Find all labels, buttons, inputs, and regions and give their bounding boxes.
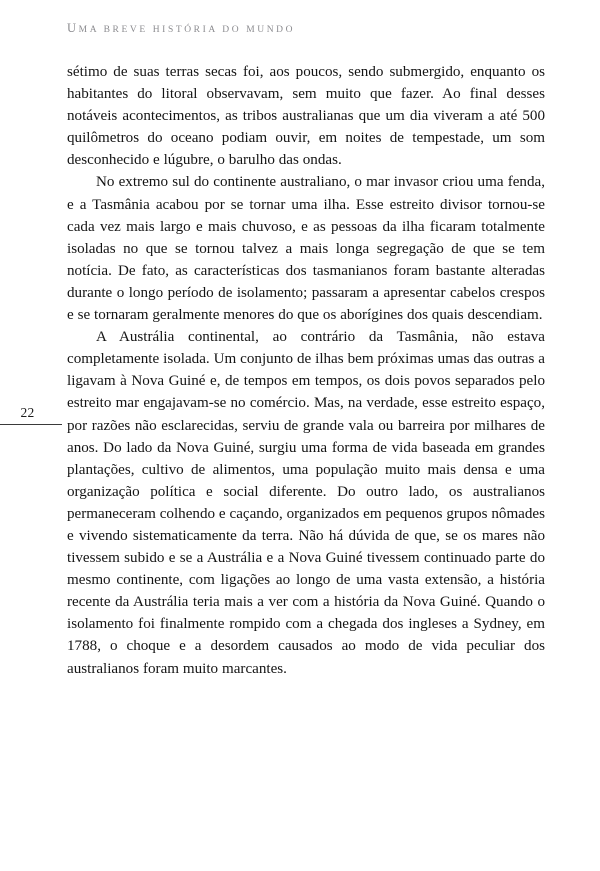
paragraph-1: sétimo de suas terras secas foi, aos poucos, sendo submergido, enquanto os habitantes do litoral observavam, sem muito que fazer. Ao final desses notáveis acontecimentos, as tribos australianas que um dia viveram a até 500 quilômetros do oceano podiam ouvir, em noites de tempestade, um som desconhecido e lúgubre, o barulho das ondas. bbox=[67, 64, 545, 169]
running-head-initial: U bbox=[67, 21, 79, 35]
folio-block bbox=[0, 404, 63, 434]
running-head-text: MA BREVE HISTÓRIA DO MUNDO bbox=[78, 25, 296, 35]
paragraph-2: No extremo sul do continente australiano, o mar invasor criou uma fenda, e a Tasmânia acabou por se tornar uma ilha. Esse estreito divisor tornou-se cada vez mais largo e mais chuvoso, e as pessoas da ilha ficaram totalmente isoladas no que se tornou talvez a mais longa segregação de que se tem notícia. De fato, as características dos tasmanianos foram bastante alteradas durante o longo período de isolamento; passaram a apresentar cabelos crespos e se tornaram geralmente menores do que os aborígines dos quais descendiam. bbox=[67, 174, 545, 324]
folio-rule bbox=[0, 424, 62, 425]
text-column bbox=[67, 61, 545, 680]
running-head bbox=[67, 22, 295, 37]
page-number: 22 bbox=[20, 405, 35, 420]
paragraph-3: A Austrália continental, ao contrário da Tasmânia, não estava completamente isolada. Um conjunto de ilhas bem próximas umas das outras a ligavam à Nova Guiné e, de tempos em tempos, os dois povos separados pelo estreito mar engajavam-se no comércio. Mas, na verdade, esse estreito espaço, por razões não esclarecidas, serviu de grande vala ou barreira por milhares de anos. Do lado da Nova Guiné, surgiu uma forma de vida baseada em grandes plantações, cultivo de alimentos, uma população muito mais densa e uma organização política e social diferente. Do outro lado, os australianos permaneceram colhendo e caçando, organizados em pequenos grupos nômades e vivendo sistematicamente da terra. Não há dúvida de que, se os mares não tivessem subido e se a Austrália e a Nova Guiné tivessem continuado parte do mesmo continente, com ligações ao longo de uma vasta extensão, a história recente da Austrália teria mais a ver com a história da Nova Guiné. Quando o isolamento foi finalmente rompido com a chegada dos ingleses a Sydney, em 1788, o choque e a desordem causados ao modo de vida peculiar dos australianos foram muito marcantes. bbox=[67, 329, 545, 677]
